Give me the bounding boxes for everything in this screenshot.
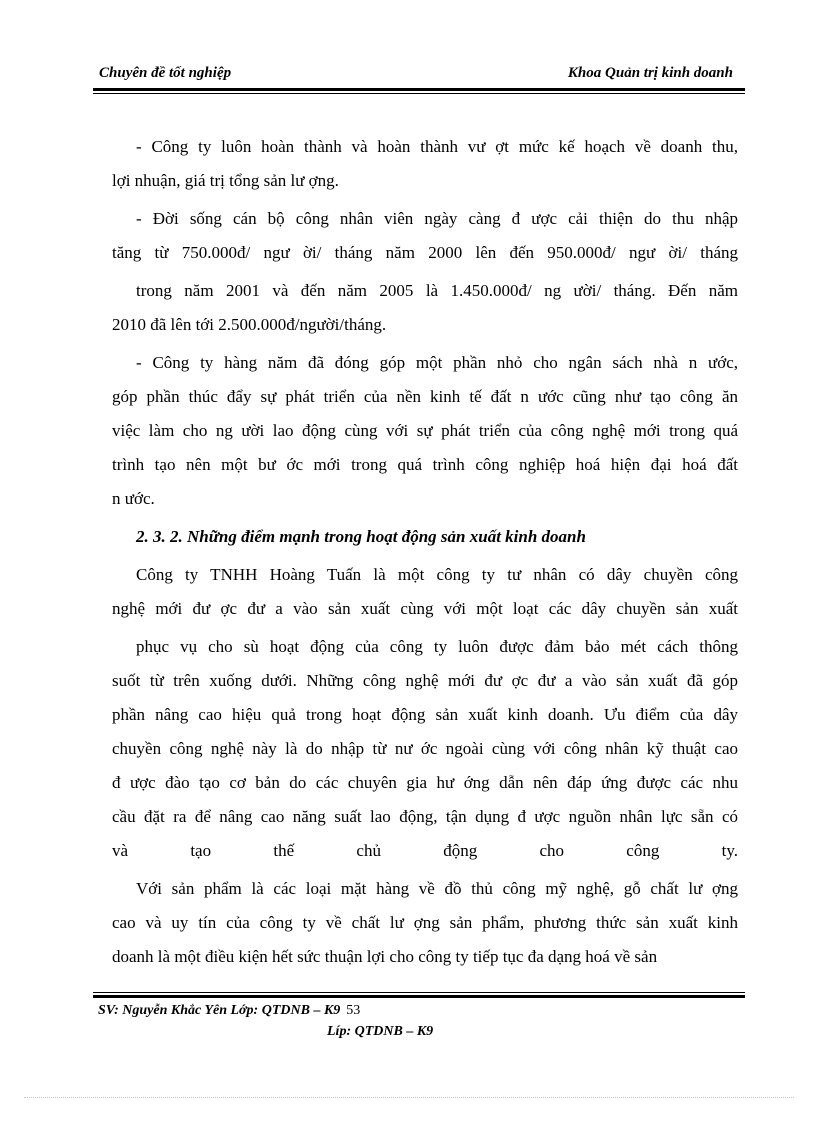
text-line: và tạo thế chủ động cho công ty.	[112, 841, 738, 860]
page-number: 53	[346, 1003, 361, 1018]
text-line: trình tạo nên một bư ớc mới trong quá trình công nghiệp hoá hiện đại hoá đất	[112, 455, 738, 474]
text-line: cầu đặt ra để nâng cao năng suất lao động, tận dụng đ ược nguồn nhân lực sẵn có	[112, 807, 738, 826]
text-line: tăng từ 750.000đ/ ngư ời/ tháng năm 2000 lên đến 950.000đ/ ngư ời/ tháng	[112, 243, 738, 262]
text-line: 2010 đã lên tới 2.500.000đ/người/tháng.	[112, 315, 387, 334]
text-line: - Công ty luôn hoàn thành và hoàn thành vư ợt mức kế hoạch về doanh thu,	[136, 137, 738, 156]
text-line: chuyền công nghệ này là do nhập từ nư ớc ngoài cùng với công nhân kỹ thuật cao	[112, 739, 738, 758]
text-line: doanh là một điều kiện hết sức thuận lợi cho công ty tiếp tục đa dạng hoá về sản	[112, 947, 658, 966]
paragraph-1	[112, 130, 738, 198]
text-line: suốt từ trên xuống dưới. Những công nghệ mới đư ợc đư a vào sản xuất đã góp	[112, 671, 738, 690]
footer-rule-thin	[93, 992, 745, 993]
paragraph-2	[112, 202, 738, 342]
text-line: - Đời sống cán bộ công nhân viên ngày càng đ ược cải thiện do thu nhập	[136, 209, 738, 228]
body-text	[112, 130, 738, 974]
text-line: đ ược đào tạo cơ bản do các chuyên gia hư ớng dẫn nên đáp ứng được các nhu	[112, 773, 738, 792]
bottom-dotted-border	[24, 1097, 794, 1099]
header-rule-thick	[93, 88, 745, 91]
text-line: - Công ty hàng năm đã đóng góp một phần nhỏ cho ngân sách nhà n ước,	[136, 353, 738, 372]
text-line: Với sản phẩm là các loại mặt hàng về đồ thủ công mỹ nghệ, gỗ chất lư ợng	[136, 879, 738, 898]
footer-rule-thick	[93, 995, 745, 998]
header-title-left: Chuyên đề tốt nghiệp	[99, 65, 232, 81]
text-line: lợi nhuận, giá trị tổng sản lư ợng.	[112, 171, 339, 190]
header-title-right: Khoa Quản trị kinh doanh	[567, 65, 733, 81]
section-heading: 2. 3. 2. Những điểm mạnh trong hoạt động sản xuất kinh doanh	[136, 527, 586, 546]
footer-line-1	[98, 1003, 360, 1019]
header-rule-thin	[93, 93, 745, 94]
text-line: phục vụ cho sù hoạt động của công ty luôn được đảm bảo mét cách thông	[136, 637, 738, 656]
text-line: Công ty TNHH Hoàng Tuấn là một công ty tư nhân có dây chuyền công	[136, 565, 738, 584]
page-header	[93, 62, 737, 86]
footer-student-info: SV: Nguyễn Khắc Yên Lớp: QTDNB – K9	[98, 1003, 341, 1018]
paragraph-3	[112, 346, 738, 516]
footer-class: Líp: QTDNB – K9	[327, 1024, 434, 1039]
text-line: nghệ mới đư ợc đư a vào sản xuất cùng với một loạt các dây chuyền sản xuất	[112, 599, 738, 618]
paragraph-4	[112, 558, 738, 868]
text-line: cao và uy tín của công ty về chất lư ợng sản phẩm, phương thức sản xuất kinh	[112, 913, 738, 932]
text-line: việc làm cho ng ười lao động cùng với sự phát triển của công nghệ mới trong quá	[112, 421, 738, 440]
text-line: góp phần thúc đẩy sự phát triển của nền kinh tế đất n ước cũng như tạo công ăn	[112, 387, 738, 406]
paragraph-5	[112, 872, 738, 974]
text-line: n ước.	[112, 489, 155, 508]
text-line: phần nâng cao hiệu quả trong hoạt động sản xuất kinh doanh. Ưu điểm của dây	[112, 705, 738, 724]
text-line: trong năm 2001 và đến năm 2005 là 1.450.000đ/ ng ười/ tháng. Đến năm	[136, 281, 738, 300]
